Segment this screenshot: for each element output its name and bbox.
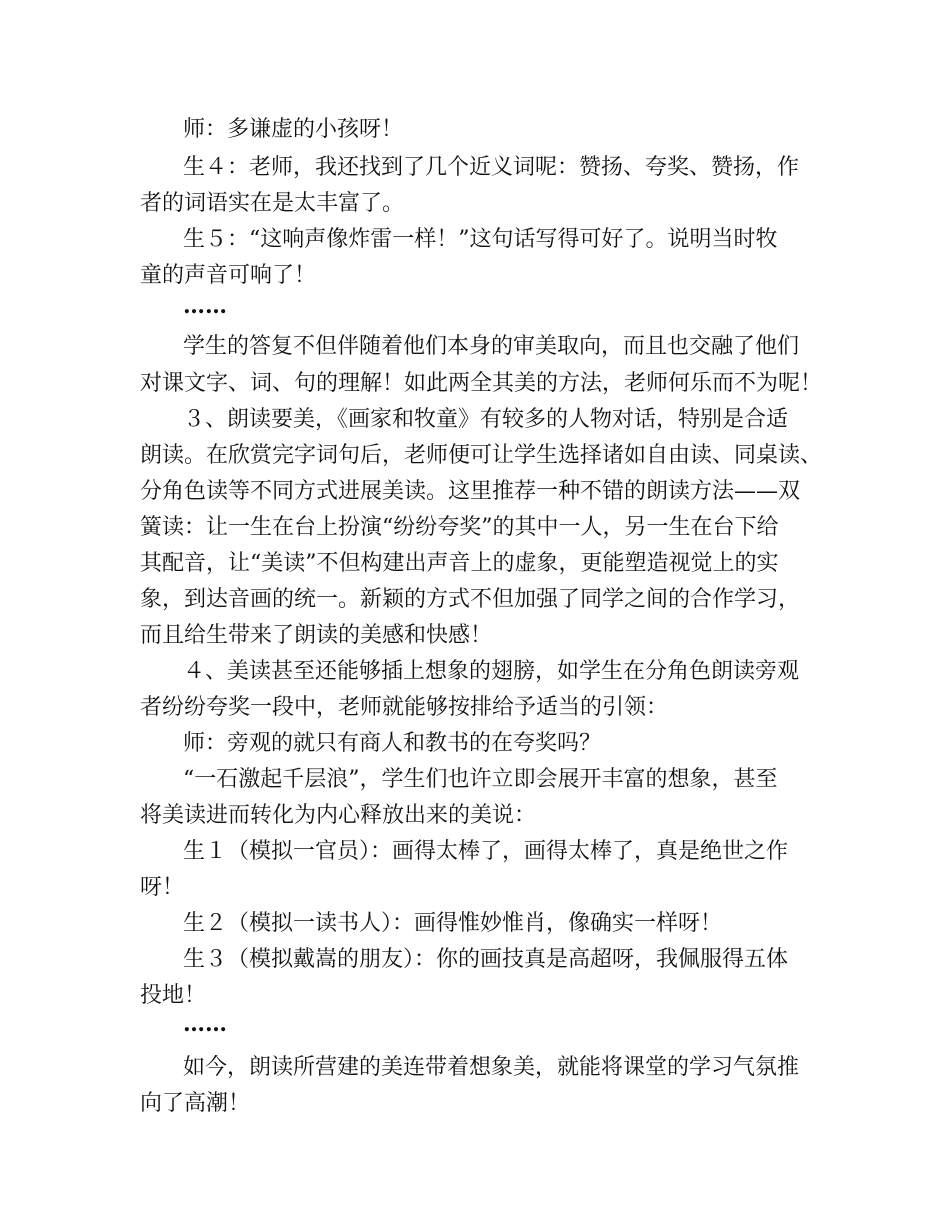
text-line-22: 呀！: [140, 875, 185, 900]
ellipsis-line-2: ……: [183, 1011, 227, 1037]
text-line-12: 簧读：让一生在台上扮演“纷纷夸奖”的其中一人，另一生在台下给: [140, 515, 779, 540]
text-line-5: 童的声音可响了！: [140, 263, 317, 288]
text-line-11: 分角色读等不同方式进展美读。这里推荐一种不错的朗读方法——双: [140, 479, 801, 504]
text-line-18: 师：旁观的就只有商人和教书的在夸奖吗？: [183, 731, 602, 756]
text-line-2: 生４：老师，我还找到了几个近义词呢：赞扬、夸奖、赞扬，作: [183, 155, 800, 180]
text-line-7: 学生的答复不但伴随着他们本身的审美取向，而且也交融了他们: [183, 334, 800, 359]
text-line-14: 象，到达音画的统一。新颖的方式不但加强了同学之间的合作学习，: [140, 587, 801, 612]
text-line-27: 如今，朗读所营建的美连带着想象美，就能将课堂的学习气氛推: [183, 1055, 800, 1080]
text-line-9: ３、朗读要美，《画家和牧童》有较多的人物对话，特别是合适: [183, 407, 789, 432]
text-line-24: 生３（模拟戴嵩的朋友）：你的画技真是高超呀，我佩服得五体: [183, 947, 789, 972]
text-line-19: “一石激起千层浪”，学生们也许立即会展开丰富的想象，甚至: [183, 767, 778, 792]
text-line-16: ４、美读甚至还能够插上想象的翅膀，如学生在分角色朗读旁观: [183, 659, 800, 684]
text-line-3: 者的词语实在是太丰富了。: [140, 191, 405, 216]
text-line-23: 生２（模拟一读书人）：画得惟妙惟肖，像确实一样呀！: [183, 911, 723, 936]
ellipsis-line-1: ……: [183, 293, 227, 319]
text-line-17: 者纷纷夸奖一段中，老师就能够按排给予适当的引领：: [140, 695, 669, 720]
text-line-1: 师：多谦虚的小孩呀！: [183, 117, 404, 142]
text-line-8: 对课文字、词、句的理解！如此两全其美的方法，老师何乐而不为呢！: [140, 371, 823, 396]
text-line-13: 其配音，让“美读”不但构建出声音上的虚象，更能塑造视觉上的实: [140, 551, 779, 576]
text-line-25: 投地！: [140, 983, 207, 1008]
text-line-21: 生１（模拟一官员）：画得太棒了，画得太棒了，真是绝世之作: [183, 839, 789, 864]
text-line-15: 而且给生带来了朗读的美感和快感！: [140, 623, 493, 648]
text-line-28: 向了高潮！: [140, 1091, 251, 1116]
text-line-4: 生５：“这响声像炸雷一样！”这句话写得可好了。说明当时牧: [183, 227, 778, 252]
text-line-20: 将美读进而转化为内心释放出来的美说：: [140, 803, 537, 828]
text-line-10: 朗读。在欣赏完字词句后，老师便可让学生选择诸如自由读、同桌读、: [140, 443, 823, 468]
